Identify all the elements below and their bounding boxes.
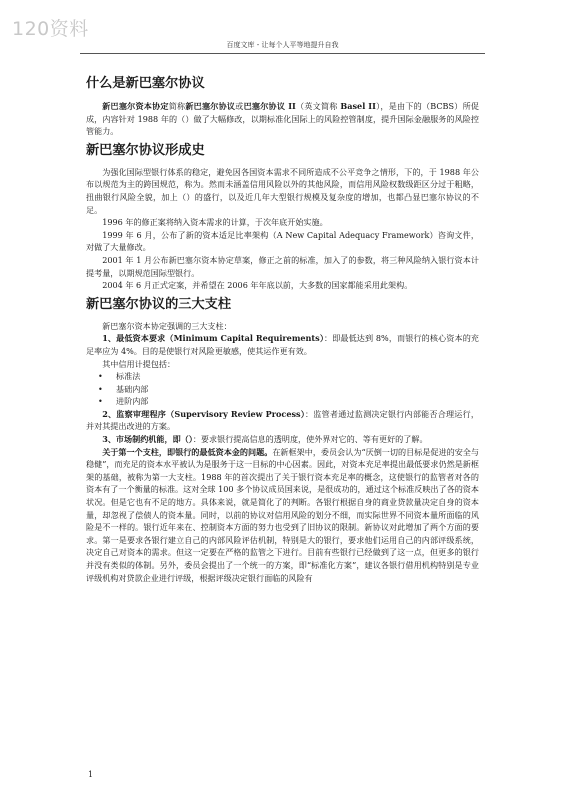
- intro-text-2: 或: [235, 101, 244, 111]
- history-paragraph-4: 2001 年 1 月公布新巴塞尔资本协定草案，修正之前的标准，加入了的参数，将三种风险纳入银行资本计提考量，以期规范国际型银行。: [86, 254, 479, 278]
- pillar-1-paragraph: [86, 332, 479, 357]
- document-body: [86, 75, 479, 584]
- credit-sub-lead: 其中信用计提包括：: [102, 358, 176, 369]
- watermark: 120资料: [12, 18, 89, 40]
- section-heading-pillars: 新巴塞尔协议的三大支柱: [86, 296, 232, 312]
- intro-text-4: ），是由下的（BCBS）所促成，内容针对 1988 年的（）做了大幅修改，以期标准化国际上的风险控管制度，提升国际金融服务的风险控管能力。: [86, 101, 480, 137]
- history-paragraph-1: 为强化国际型银行体系的稳定，避免因各国资本需求不同所造成不公平竞争之情形，下的，于 1988 年公布以规范为主的跨国规范，称为。然而未涵盖信用风险以外的其他风险，而信用风险权数级距区分过于粗略，扭曲银行风险全貌，加上（）的盛行，以及近几年大型银行规模及复杂度的增加，也都凸显巴塞尔协议的不足。: [86, 166, 479, 215]
- history-paragraph-2: 1996 年的修正案将纳入资本需求的计算，于次年底开始实施。: [102, 217, 328, 228]
- intro-text-1: 简称: [168, 101, 186, 111]
- list-item: • 标准法: [116, 370, 479, 383]
- credit-method-list: [86, 370, 479, 408]
- pillar-1-text: ：即最低达到 8%，而银行的核心资本的充足率应为 4%。目的是使银行对风险更敏感，使其运作更有效。: [86, 333, 479, 356]
- page-header: 百度文库 - 让每个人平等地提升自我: [80, 40, 485, 54]
- pillar-2-text: ：监管者通过监测决定银行内部能否合理运行，并对其提出改进的方案。: [86, 408, 479, 432]
- intro-bold-4: Basel II: [340, 101, 376, 111]
- pillar-1-discussion: [86, 446, 479, 585]
- intro-text-3: （英文简称: [295, 101, 341, 111]
- pillar-2-paragraph: [86, 408, 479, 433]
- discussion-bold: 关于第一个支柱，即银行的最低资本金的问题。: [102, 446, 273, 457]
- history-paragraph-5: 2004 年 6 月正式定案，并希望在 2006 年年底以前，大多数的国家都能采用此架构。: [102, 280, 413, 291]
- intro-paragraph: [86, 100, 479, 138]
- intro-bold-3: 巴塞尔协议 II: [243, 101, 296, 111]
- page-title: 什么是新巴塞尔协议: [86, 76, 205, 91]
- page-number: 1: [88, 770, 94, 779]
- pillar-2-title: 2、监察审理程序（Supervisory Review Process）: [102, 408, 306, 419]
- intro-bold-2: 新巴塞尔协议: [185, 101, 236, 111]
- pillar-1-title: 1、最低资本要求（Minimum Capital Requirements）: [102, 333, 324, 344]
- pillar-3-text: ：要求银行提高信息的透明度，使外界对它的、等有更好的了解。: [192, 434, 428, 445]
- list-item: • 基础内部: [116, 383, 479, 396]
- history-paragraph-3: 1999 年 6 月，公布了新的资本适足比率架构（A New Capital Adequacy Framework）咨询文件，对做了大量修改。: [86, 229, 479, 253]
- pillars-lead: 新巴塞尔资本协定强调的三大支柱：: [102, 320, 232, 331]
- intro-bold-1: 新巴塞尔资本协定: [102, 101, 169, 111]
- pillar-3-title: 3、市场制约机能，即（）: [102, 434, 193, 445]
- discussion-text: 在新框架中，委员会认为“厌倒一切的目标是促进的安全与稳健”，而充足的资本水平被认为是服务于这一目标的中心因素。因此，对资本充足率提出最低要求仍然是新框架的基础，被称为第一大支柱。1988 年的首次提出了关于银行资本充足率的概念，这使银行的监管者对各的资本有了一个衡量的标准。这对全球 100 多个协议成员国来说，是很成功的，通过这个标准反映出了各的资本状况。但是它也有不足的地方。具体来说，就是简化了的判断。各银行根据自身的商业贷款量决定自身的资本量，却忽视了偿债人的资本量。同时，以前的协议对信用风险的划分不细，而实际世界不同资本量所面临的风险是不一样的。银行近年来在、控制资本方面的努力也受到了旧协议的限制。新协议对此增加了两个方面的要求。第一是要求各银行建立自己的内部风险评估机制，特别是大的银行，要求他们运用自己的内部评级系统，决定自己对资本的需求。但这一定要在严格的监管之下进行。目前有些银行已经做到了这一点，但更多的银行并没有类似的体制。另外，委员会提出了一个统一的方案，即“标准化方案”，建议各银行借用机构特别是专业评级机构对贷款企业进行评级，根据评级决定银行面临的风险有: [86, 446, 479, 583]
- list-item: • 进阶内部: [116, 395, 479, 408]
- pillar-3-paragraph: [86, 433, 479, 446]
- section-heading-history: 新巴塞尔协议形成史: [86, 142, 205, 158]
